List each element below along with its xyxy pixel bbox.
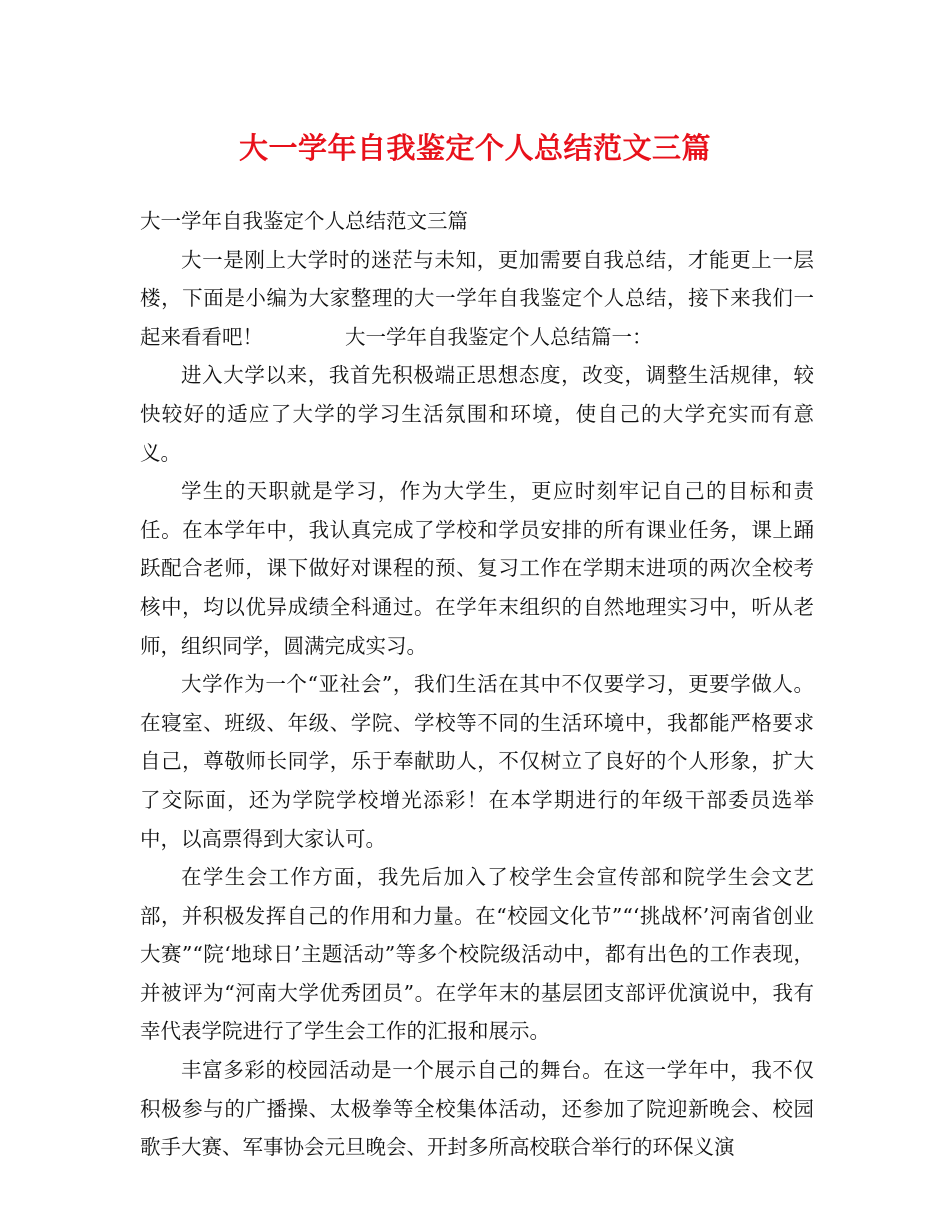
intro-text: 大一是刚上大学时的迷茫与未知，更加需要自我总结，才能更上一层楼，下面是小编为大家整理的大一学年自我鉴定个人总结，接下来我们一起来看看吧！	[140, 247, 814, 349]
intro-paragraph	[140, 241, 814, 357]
document-body	[140, 202, 814, 1167]
body-paragraph: 学生的天职就是学习，作为大学生，更应时刻牢记自己的目标和责任。在本学年中，我认真完成了学校和学员安排的所有课业任务，课上踊跃配合老师，课下做好对课程的预、复习工作在学期末进项的两次全校考核中，均以优异成绩全科通过。在学年末组织的自然地理实习中，听从老师，组织同学，圆满完成实习。	[140, 479, 814, 658]
section-heading: 大一学年自我鉴定个人总结篇一：	[345, 324, 653, 349]
document-title: 大一学年自我鉴定个人总结范文三篇	[238, 131, 711, 165]
body-paragraph: 在学生会工作方面，我先后加入了校学生会宣传部和院学生会文艺部，并积极发挥自己的作用和力量。在“校园文化节”“‘挑战杯’河南省创业大赛”“院‘地球日’主题活动”等多个校院级活动中，都有出色的工作表现，并被评为“河南大学优秀团员”。在学年末的基层团支部评优演说中，我有幸代表学院进行了学生会工作的汇报和展示。	[140, 865, 814, 1044]
document-subtitle: 大一学年自我鉴定个人总结范文三篇	[140, 209, 468, 233]
body-paragraph: 进入大学以来，我首先积极端正思想态度，改变，调整生活规律，较快较好的适应了大学的学习生活氛围和环境，使自己的大学充实而有意义。	[140, 363, 814, 465]
body-paragraph: 丰富多彩的校园活动是一个展示自己的舞台。在这一学年中，我不仅积极参与的广播操、太极拳等全校集体活动，还参加了院迎新晚会、校园歌手大赛、军事协会元旦晚会、开封多所高校联合举行的环保义演	[140, 1058, 814, 1160]
body-paragraph: 大学作为一个“亚社会”，我们生活在其中不仅要学习，更要学做人。在寝室、班级、年级、学院、学校等不同的生活环境中，我都能严格要求自己，尊敬师长同学，乐于奉献助人，不仅树立了良好的个人形象，扩大了交际面，还为学院学校增光添彩！在本学期进行的年级干部委员选举中，以高票得到大家认可。	[140, 672, 814, 851]
